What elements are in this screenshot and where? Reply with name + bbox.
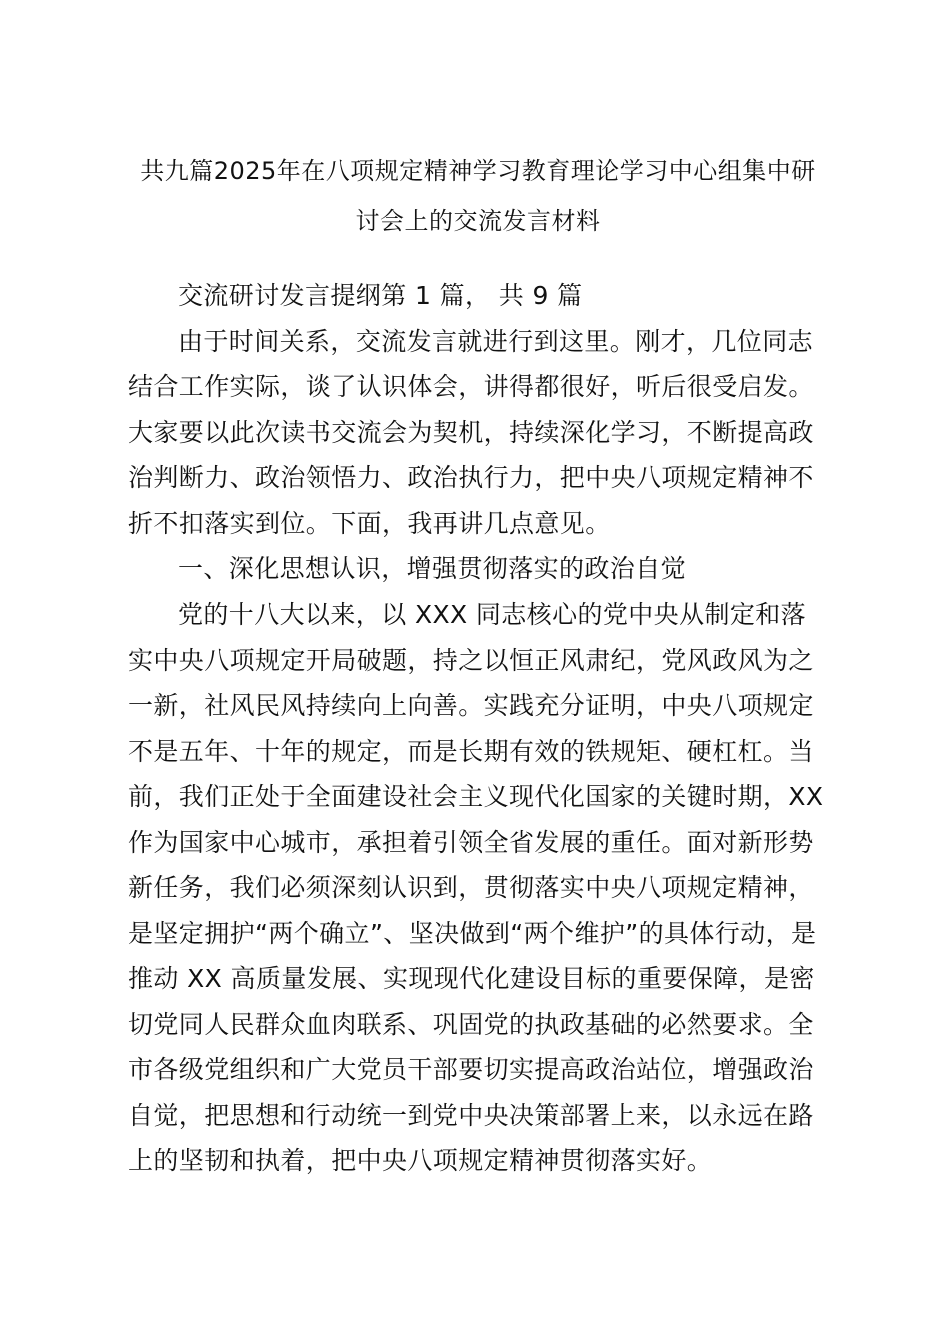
- document-title-line-1: 共九篇2025年在八项规定精神学习教育理论学习中心组集中研: [140, 157, 816, 185]
- paragraph-2-line-6: 作为国家中心城市，承担着引领全省发展的重任。面对新形势: [128, 828, 814, 857]
- paragraph-2-line-11: 市各级党组织和广大党员干部要切实提高政治站位，增强政治: [128, 1055, 814, 1084]
- paragraph-2-line-8: 是坚定拥护“两个确立”、坚决做到“两个维护”的具体行动，是: [128, 919, 817, 948]
- paragraph-2-line-10: 切党同人民群众血肉联系、巩固党的执政基础的必然要求。全: [128, 1010, 814, 1039]
- paragraph-1-line-4: 治判断力、政治领悟力、政治执行力，把中央八项规定精神不: [128, 463, 814, 492]
- paragraph-2-line-3: 一新，社风民风持续向上向善。实践充分证明，中央八项规定: [128, 691, 814, 720]
- paragraph-2-line-5: 前，我们正处于全面建设社会主义现代化国家的关键时期，XX: [128, 782, 824, 811]
- document-title-line-2: 讨会上的交流发言材料: [355, 207, 601, 235]
- outline-label: 交流研讨发言提纲第 1 篇， 共 9 篇: [178, 281, 583, 310]
- paragraph-2-line-7: 新任务，我们必须深刻认识到，贯彻落实中央八项规定精神，: [128, 873, 814, 902]
- paragraph-2-line-2: 实中央八项规定开局破题，持之以恒正风肃纪，党风政风为之: [128, 646, 814, 675]
- paragraph-1-line-1: 由于时间关系，交流发言就进行到这里。刚才，几位同志: [178, 327, 814, 356]
- section-heading-1: 一、深化思想认识，增强贯彻落实的政治自觉: [178, 554, 687, 583]
- paragraph-2-line-4: 不是五年、十年的规定，而是长期有效的铁规矩、硬杠杠。当: [128, 737, 814, 766]
- paragraph-1-line-2: 结合工作实际，谈了认识体会，讲得都很好，听后很受启发。: [128, 372, 814, 401]
- paragraph-2-line-13: 上的坚韧和执着，把中央八项规定精神贯彻落实好。: [128, 1146, 713, 1175]
- paragraph-2-line-12: 自觉，把思想和行动统一到党中央决策部署上来，以永远在路: [128, 1101, 814, 1130]
- paragraph-2-line-1: 党的十八大以来，以 XXX 同志核心的党中央从制定和落: [178, 600, 807, 629]
- paragraph-1-line-5: 折不扣落实到位。下面，我再讲几点意见。: [128, 509, 611, 538]
- paragraph-1-line-3: 大家要以此次读书交流会为契机，持续深化学习，不断提高政: [128, 418, 814, 447]
- paragraph-2-line-9: 推动 XX 高质量发展、实现现代化建设目标的重要保障，是密: [128, 964, 815, 993]
